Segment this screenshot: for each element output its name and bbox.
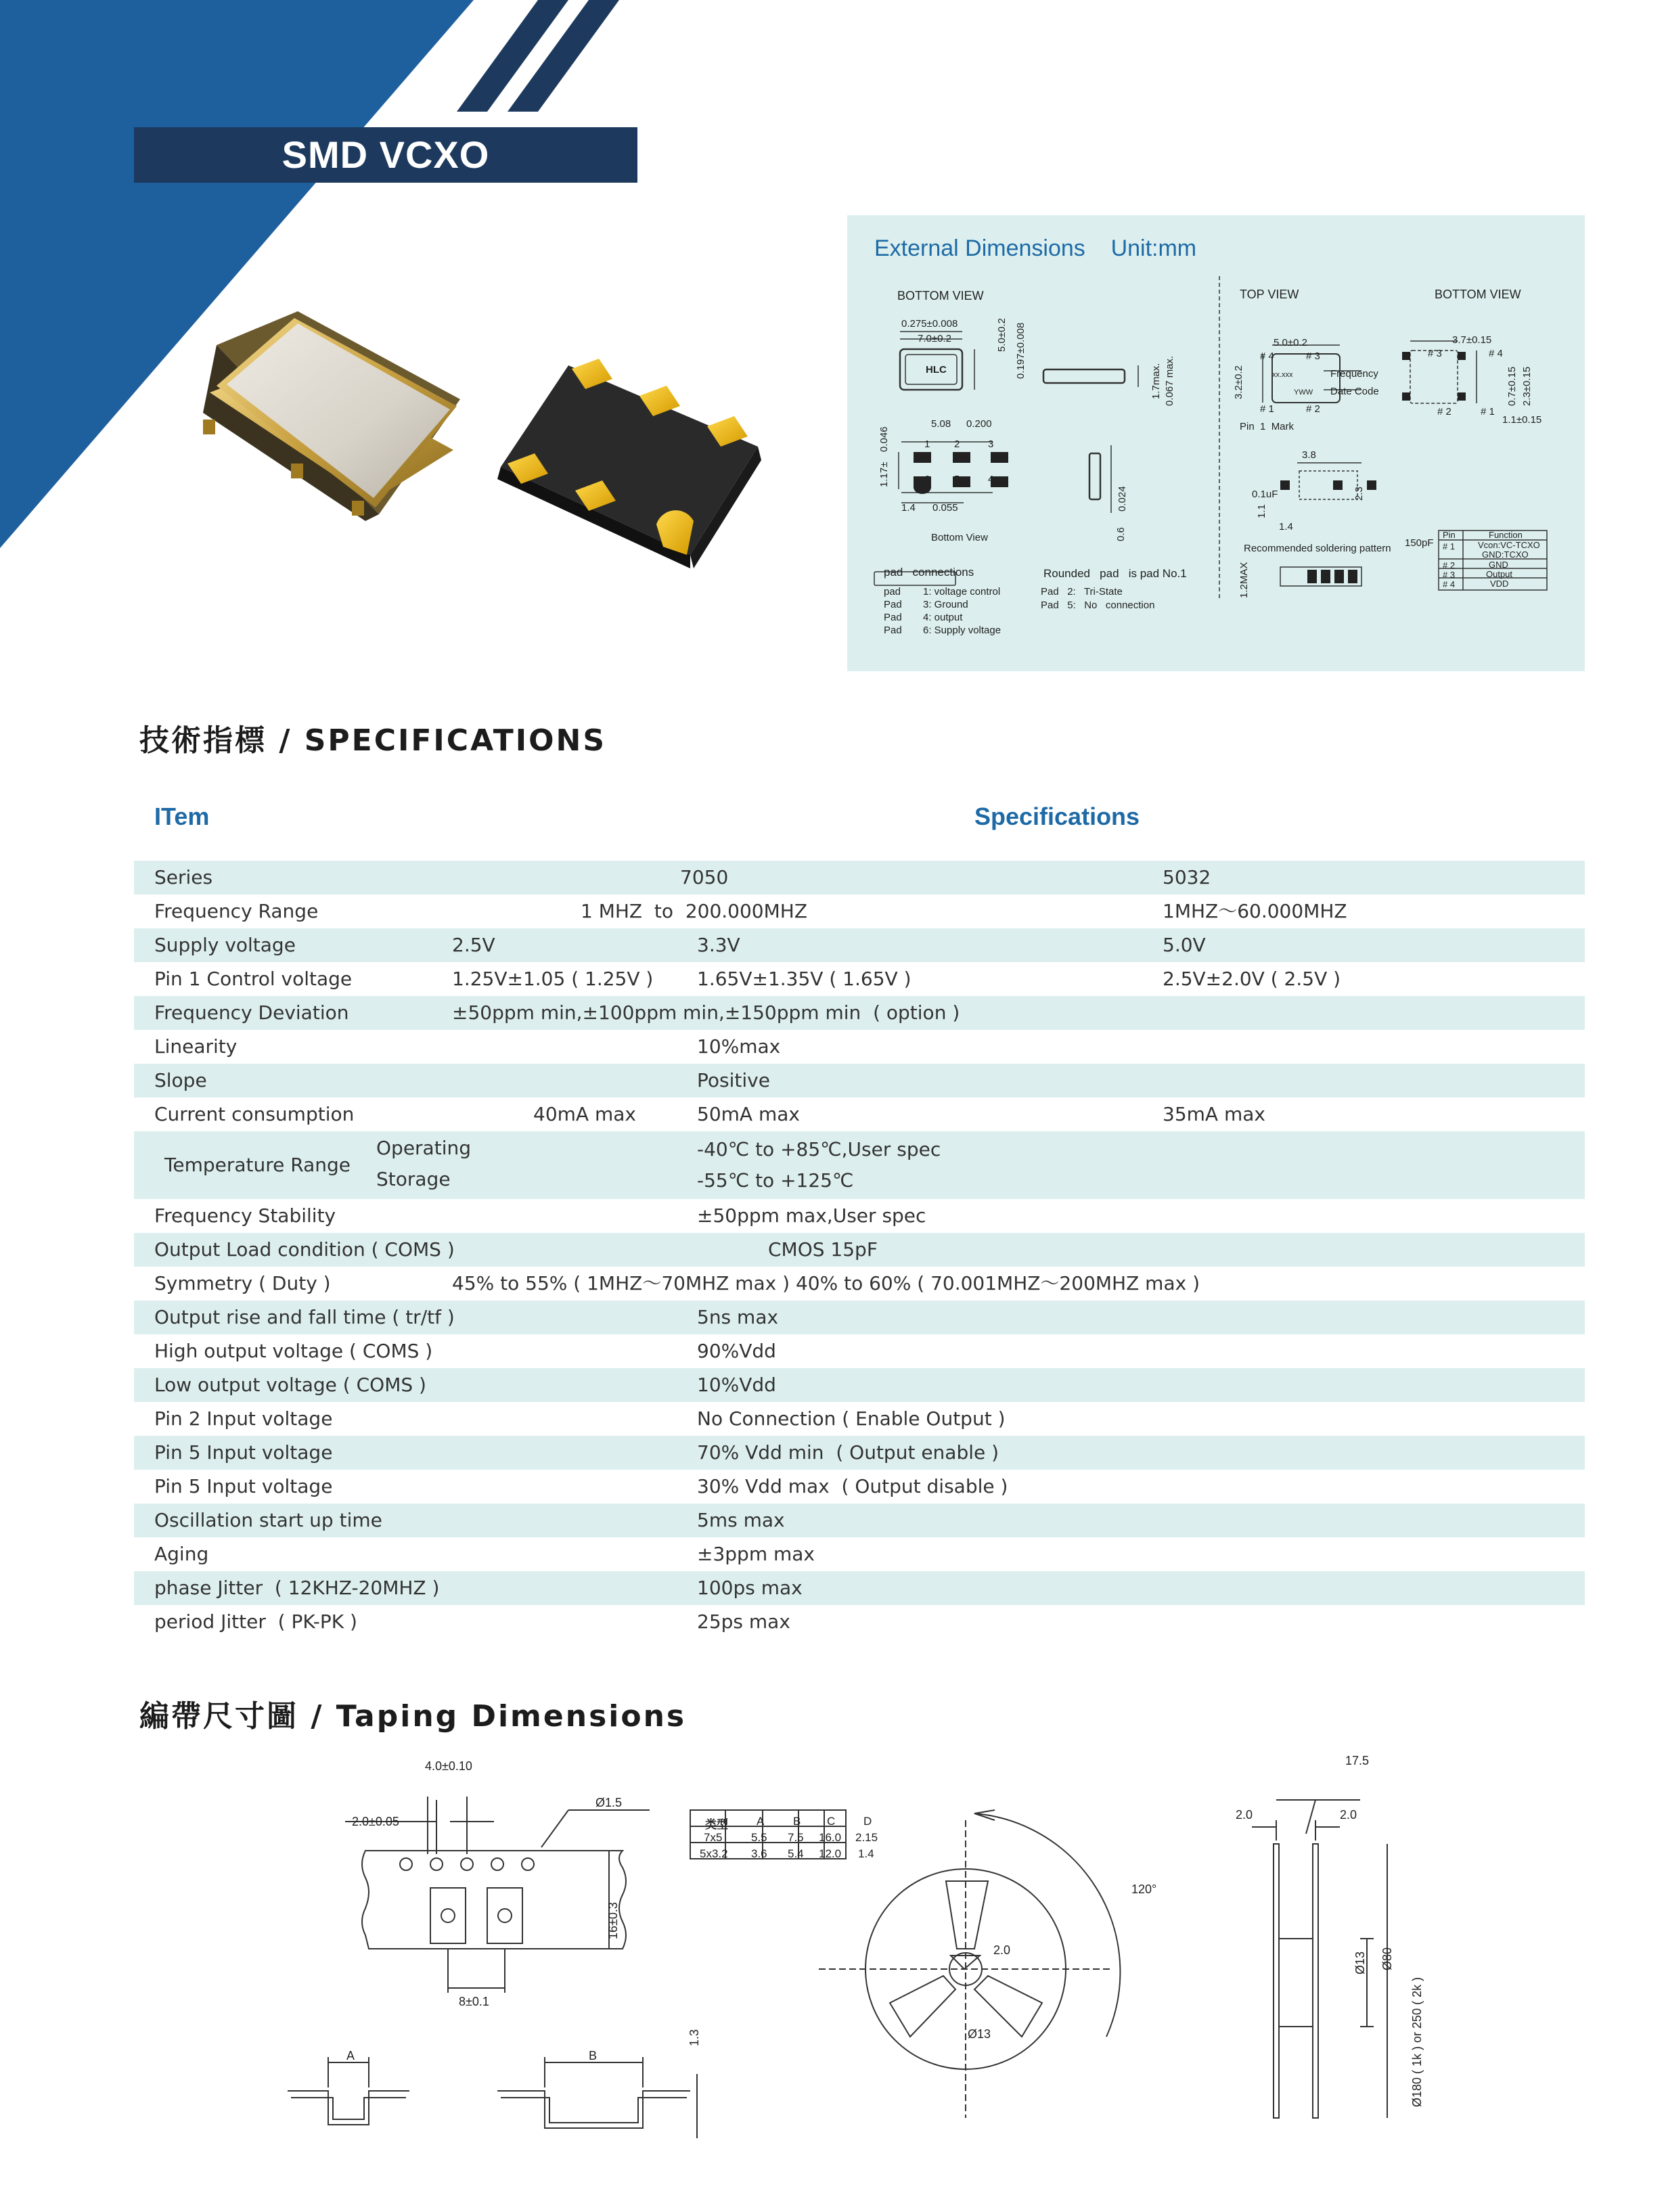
spec-row-value: 90%Vdd: [697, 1340, 776, 1362]
spec-row: [134, 928, 1585, 962]
side-dim-180: Ø180 ( 1k ) or 250 ( 2k ): [1410, 1977, 1424, 2107]
column-header-specifications: Specifications: [974, 803, 1140, 830]
temperature-sub-label: Storage: [376, 1168, 451, 1190]
pin-table-r2-func: GND:TCXO: [1482, 549, 1529, 560]
tape-dim-8: 8±0.1: [459, 1995, 489, 2008]
tape-table-r2c2: 5.4: [788, 1847, 804, 1860]
spec-row: [134, 1301, 1585, 1334]
spec-row-label: Pin 1 Control voltage: [154, 968, 353, 990]
tape-table-h1: A: [757, 1815, 765, 1828]
spec-row: [134, 1334, 1585, 1368]
dim-0067: 0.067 max.: [1164, 355, 1175, 406]
crystal-bottom-side: [497, 359, 761, 568]
frequency-label: Frequency: [1330, 368, 1378, 380]
top-dim-32: 3.2±0.2: [1233, 365, 1244, 399]
spec-row-value: 1.25V±1.05 ( 1.25V ): [452, 968, 654, 990]
spec-row-label: Pin 5 Input voltage: [154, 1441, 333, 1464]
solder-dim-11: 1.1: [1256, 504, 1267, 518]
spec-row-value: 2.5V±2.0V ( 2.5V ): [1163, 968, 1341, 990]
spec-row: [134, 861, 1585, 895]
product-photo: [189, 298, 798, 595]
spec-row-value: 35mA max: [1163, 1103, 1265, 1125]
spec-row: [134, 1098, 1585, 1131]
spec-row: [134, 962, 1585, 996]
spec-row-label: Low output voltage ( COMS ): [154, 1374, 426, 1396]
tape-table-h3: C: [827, 1815, 836, 1828]
pad-num-4: 4: [988, 474, 994, 485]
spec-row-label: Oscillation start up time: [154, 1509, 382, 1531]
solder-dim-23: 2.3: [1353, 487, 1365, 501]
temperature-sub-label: Operating: [376, 1137, 471, 1159]
spec-row-value: 2.5V: [452, 934, 495, 956]
top-dim-50: 5.0±0.2: [1274, 337, 1307, 348]
spec-row-value: ±50ppm max,User spec: [697, 1204, 926, 1227]
pad-connection-2-pad: Pad: [884, 599, 902, 610]
taping-drawings: [271, 1746, 1489, 2152]
spec-row: [134, 1064, 1585, 1098]
solder-caption: Recommended soldering pattern: [1244, 543, 1391, 554]
reel-dim-20: 2.0: [993, 1943, 1011, 1957]
top-freq-code: xx.xxx: [1272, 371, 1293, 379]
spec-row: [134, 1368, 1585, 1402]
spec-row-value: 5032: [1163, 866, 1211, 888]
page-title: SMD VCXO: [282, 133, 490, 176]
pad2-note: Pad 2: Tri-State: [1041, 586, 1123, 597]
pin-table-r5-pin: # 4: [1443, 579, 1456, 589]
bv-dim-07: 0.7±0.15: [1506, 366, 1518, 406]
spec-row-label: Output rise and fall time ( tr/tf ): [154, 1306, 455, 1328]
spec-row: [134, 1605, 1585, 1639]
spec-row-value: Positive: [697, 1069, 770, 1091]
spec-row-value: 3.3V: [697, 934, 740, 956]
pad-connection-4-desc: 6: Supply voltage: [923, 625, 1001, 636]
spec-row: [134, 1504, 1585, 1537]
dim-14: 1.4: [901, 502, 916, 514]
column-header-item: ITem: [154, 803, 210, 830]
dim-70: 7.0±0.2: [918, 333, 951, 344]
pad-num-3: 3: [988, 438, 994, 450]
spec-row-value: 1MHZ～60.000MHZ: [1163, 900, 1347, 922]
top-date-code: YWW: [1294, 388, 1313, 397]
bv-pin2: # 2: [1437, 406, 1451, 417]
dim-0197: 0.197±0.008: [1015, 322, 1027, 379]
tape-table-r2c1: 3.6: [751, 1847, 767, 1860]
tape-table-h4: D: [863, 1815, 872, 1828]
solder-dim-14: 1.4: [1279, 521, 1293, 533]
tape-table-r1c0: 7x5: [704, 1831, 723, 1844]
spec-row: [134, 1470, 1585, 1504]
pin-table-r3-func: GND: [1489, 560, 1508, 570]
tape-table-r2c4: 1.4: [858, 1847, 874, 1860]
spec-row: [134, 1402, 1585, 1436]
spec-row-label: High output voltage ( COMS ): [154, 1340, 433, 1362]
spec-row-label: Linearity: [154, 1035, 238, 1058]
pad5-note: Pad 5: No connection: [1041, 600, 1155, 611]
solder-dim-38: 3.8: [1302, 449, 1316, 461]
tape-dim-16: 16±0.3: [606, 1902, 620, 1939]
section-label-a: A: [346, 2049, 355, 2062]
spec-row: [134, 1233, 1585, 1267]
spec-row-label: Current consumption: [154, 1103, 355, 1125]
crystal-top-side: [203, 311, 460, 521]
bv-dim-37: 3.7±0.15: [1452, 334, 1492, 346]
pad-num-6: 6: [924, 474, 930, 485]
date-code-label: Date Code: [1330, 386, 1379, 397]
top-pin3: # 3: [1306, 351, 1320, 362]
capacitor-150pf: 150pF: [1405, 537, 1434, 549]
bottom-view-caption: Bottom View: [931, 532, 988, 543]
spec-row-label: Frequency Range: [154, 900, 319, 922]
pin-table-header-pin: Pin: [1443, 530, 1456, 540]
spec-row-value: 40mA max: [533, 1103, 636, 1125]
spec-row-value: 25ps max: [697, 1610, 790, 1633]
spec-row: [134, 1571, 1585, 1605]
spec-row: [134, 1267, 1585, 1301]
pin-table-r1-pin: # 1: [1443, 541, 1456, 551]
pin-table-r4-pin: # 3: [1443, 570, 1456, 580]
dim-117: 1.17±: [878, 461, 890, 487]
tape-dim-20: 2.0±0.05: [352, 1815, 399, 1828]
tape-table-h2: B: [793, 1815, 801, 1828]
reel-dim-13: Ø13: [968, 2027, 991, 2041]
pin-table-r4-func: Output: [1486, 569, 1513, 579]
spec-row-value: 50mA max: [697, 1103, 800, 1125]
bv-pin4: # 4: [1489, 348, 1503, 359]
spec-row-label: Pin 2 Input voltage: [154, 1407, 333, 1430]
spec-row-label: Output Load condition ( COMS ): [154, 1238, 455, 1261]
dim-0046: 0.046: [878, 426, 890, 452]
tape-table-r2c3: 12.0: [819, 1847, 842, 1860]
side-dim-13: Ø13: [1353, 1951, 1367, 1974]
tape-table-r1c4: 2.15: [855, 1831, 878, 1844]
bv-pin1: # 1: [1481, 406, 1495, 417]
dim-0055: 0.055: [932, 502, 958, 514]
pin1-mark: Pin 1 Mark: [1240, 421, 1294, 432]
spec-row: [134, 996, 1585, 1030]
max-12: 1.2MAX: [1238, 562, 1250, 598]
pin-table-r1-func: Vcon:VC-TCXO: [1478, 540, 1540, 550]
tape-table-r1c2: 7.5: [788, 1831, 804, 1844]
side-dim-80: Ø80: [1380, 1947, 1394, 1970]
spec-row-label: Symmetry ( Duty ): [154, 1272, 331, 1294]
tape-table-r1c1: 5.5: [751, 1831, 767, 1844]
spec-row-value: 70% Vdd min ( Output enable ): [697, 1441, 999, 1464]
pad-connection-1-desc: 1: voltage control: [923, 586, 1001, 597]
spec-row-value: CMOS 15pF: [768, 1238, 878, 1261]
spec-row: [134, 1436, 1585, 1470]
tape-table-h0: 类型: [705, 1818, 728, 1831]
tape-table-r1c3: 16.0: [819, 1831, 842, 1844]
bottom-view-label-2: BOTTOM VIEW: [1435, 288, 1521, 301]
top-pin1: # 1: [1260, 403, 1274, 415]
solder-01uf: 0.1uF: [1252, 489, 1278, 500]
specifications-table: [134, 861, 1585, 1639]
tape-dim-40: 4.0±0.10: [425, 1759, 472, 1773]
dim-0200: 0.200: [966, 418, 992, 430]
spec-row-value: 5ns max: [697, 1306, 779, 1328]
pad-connection-2-desc: 3: Ground: [923, 599, 968, 610]
section-label-b: B: [589, 2049, 598, 2062]
dim-17max: 1.7max.: [1150, 363, 1162, 399]
pad-connection-1-pad: pad: [884, 586, 901, 597]
pad-num-2: 2: [954, 438, 960, 450]
dim-0024: 0.024: [1117, 486, 1128, 512]
spec-row-value: ±3ppm max: [697, 1543, 815, 1565]
spec-row-value: 7050: [680, 866, 729, 888]
top-view-label: TOP VIEW: [1240, 288, 1299, 301]
dim-508: 5.08: [931, 418, 951, 430]
spec-row-label: period Jitter ( PK-PK ): [154, 1610, 357, 1633]
spec-row-label: Slope: [154, 1069, 207, 1091]
spec-row-label: Aging: [154, 1543, 209, 1565]
dim-50: 5.0±0.2: [996, 318, 1008, 352]
pin-table-header-function: Function: [1489, 530, 1523, 540]
dimensions-title: External Dimensions Unit:mm: [874, 235, 1197, 261]
top-pin4: # 4: [1260, 351, 1274, 362]
spec-row-value: -55℃ to +125℃: [697, 1169, 854, 1192]
spec-row-value: ±50ppm min,±100ppm min,±150ppm min ( option ): [452, 1001, 960, 1024]
spec-row-label: Frequency Deviation: [154, 1001, 349, 1024]
spec-row: [134, 1030, 1585, 1064]
taping-heading: 編帶尺寸圖 / Taping Dimensions: [139, 1699, 687, 1734]
pad-connection-4-pad: Pad: [884, 625, 902, 636]
bv-dim-23: 2.3±0.15: [1521, 366, 1533, 406]
spec-row-label: Pin 5 Input voltage: [154, 1475, 333, 1497]
tape-dim-15: Ø1.5: [595, 1796, 623, 1809]
bottom-view-label: BOTTOM VIEW: [897, 289, 984, 302]
reel-angle-120: 120°: [1131, 1882, 1157, 1896]
pad-connections-title: pad connections: [884, 566, 974, 579]
pad-connection-3-desc: 4: output: [923, 612, 963, 623]
spec-row-value: 30% Vdd max ( Output disable ): [697, 1475, 1008, 1497]
pad-num-1: 1: [924, 438, 930, 450]
side-dim-175: 17.5: [1345, 1754, 1370, 1767]
spec-row: [134, 1131, 1585, 1199]
spec-row-label: Frequency Stability: [154, 1204, 336, 1227]
logo-hlc: HLC: [926, 364, 947, 376]
spec-row-value: 1.65V±1.35V ( 1.65V ): [697, 968, 911, 990]
tape-table-r2c0: 5x3.2: [700, 1847, 728, 1860]
dim-06: 0.6: [1115, 527, 1127, 541]
section-dim-13: 1.3: [688, 2029, 701, 2046]
spec-row-label: Series: [154, 866, 213, 888]
pad-num-5: 5: [954, 474, 960, 485]
spec-row-value: 5.0V: [1163, 934, 1206, 956]
spec-row-value: 1 MHZ to 200.000MHZ: [581, 900, 808, 922]
side-dim-20a: 2.0: [1236, 1808, 1253, 1822]
spec-row-label: Supply voltage: [154, 934, 296, 956]
top-pin2: # 2: [1306, 403, 1320, 415]
dim-0275: 0.275±0.008: [901, 318, 958, 330]
spec-row-value: 45% to 55% ( 1MHZ～70MHZ max ) 40% to 60% ( 70.001MHZ～200MHZ max ): [452, 1272, 1200, 1294]
rounded-pad-note: Rounded pad is pad No.1: [1043, 567, 1187, 580]
bv-dim-11: 1.1±0.15: [1502, 414, 1542, 426]
specifications-heading: 技術指標 / SPECIFICATIONS: [139, 723, 607, 758]
pad-connection-3-pad: Pad: [884, 612, 902, 623]
spec-row-label: phase Jitter ( 12KHZ-20MHZ ): [154, 1577, 440, 1599]
pin-table-r5-func: VDD: [1490, 579, 1509, 589]
spec-row: [134, 1199, 1585, 1233]
spec-row-value: -40℃ to +85℃,User spec: [697, 1138, 941, 1160]
spec-row-value: No Connection ( Enable Output ): [697, 1407, 1006, 1430]
bv-pin3: # 3: [1428, 348, 1442, 359]
side-dim-20b: 2.0: [1340, 1808, 1357, 1822]
spec-row-value: 100ps max: [697, 1577, 803, 1599]
spec-row-value: 5ms max: [697, 1509, 785, 1531]
spec-row: [134, 1537, 1585, 1571]
spec-row-label: Temperature Range: [164, 1154, 351, 1176]
spec-row-value: 10%Vdd: [697, 1374, 776, 1396]
spec-row-value: 10%max: [697, 1035, 781, 1058]
spec-row: [134, 895, 1585, 928]
pin-table-r3-pin: # 2: [1443, 560, 1456, 570]
